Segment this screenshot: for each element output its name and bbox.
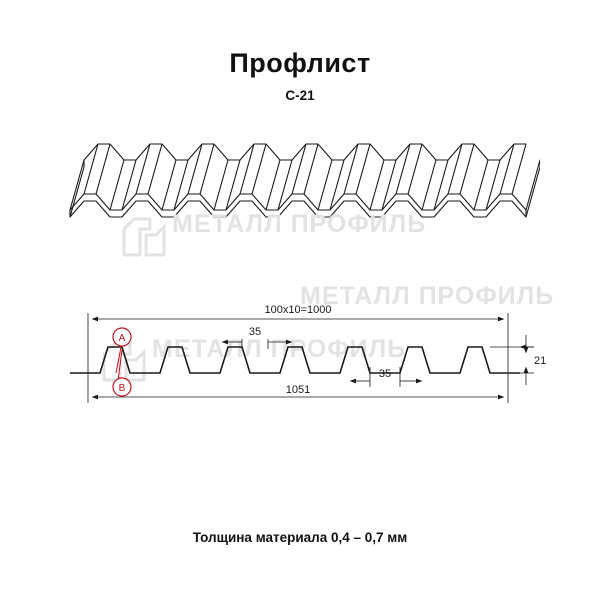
dimension-rib-pitch-top: 35: [248, 326, 262, 338]
profile-model-label: С-21: [285, 88, 315, 103]
dimension-total-width: 1051: [285, 384, 311, 396]
dimension-working-width: 100х10=1000: [264, 304, 332, 316]
section-drawing: [60, 295, 550, 425]
dimension-rib-pitch-bottom: 35: [378, 368, 392, 380]
page-title: Профлист: [229, 48, 371, 78]
svg-text:B: B: [118, 383, 126, 394]
isometric-sheet-drawing: [60, 118, 540, 248]
callout-a: [113, 328, 131, 346]
dimension-height: 21: [534, 355, 547, 367]
watermark-text: МЕТАЛЛ ПРОФИЛЬ: [152, 335, 407, 363]
watermark-text: МЕТАЛЛ ПРОФИЛЬ: [300, 282, 555, 310]
svg-text:A: A: [118, 333, 126, 344]
callout-b: [113, 378, 131, 396]
material-thickness-note: Толщина материала 0,4 – 0,7 мм: [192, 530, 408, 545]
watermark-text: МЕТАЛЛ ПРОФИЛЬ: [172, 210, 427, 238]
